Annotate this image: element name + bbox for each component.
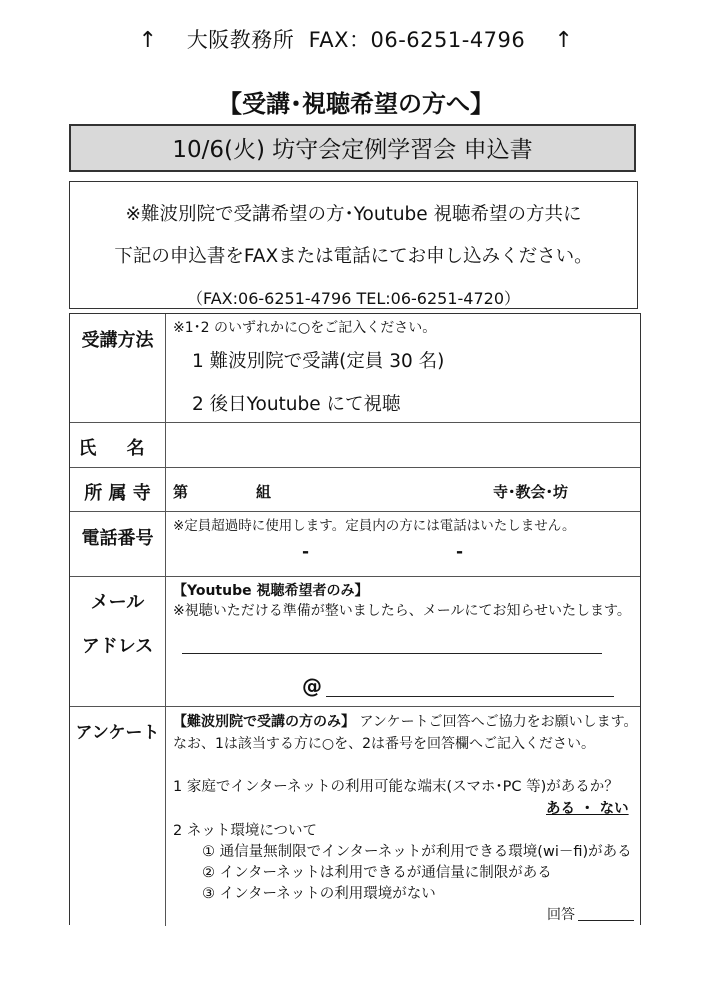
email-user-line <box>182 653 602 654</box>
name-label: 氏 名 <box>78 438 157 459</box>
arrow-up-icon: ↑ <box>554 28 574 53</box>
survey-question-1: 1 家庭でインターネットの利用可能な端末(スマホ･PC 等)があるか？ <box>173 779 619 795</box>
arrow-up-icon: ↑ <box>138 28 158 53</box>
phone-dash-2: - <box>456 542 464 562</box>
method-label: 受講方法 <box>81 330 154 351</box>
method-option-1[interactable]: 1 難波別院で受講(定員 30 名) <box>192 351 445 372</box>
survey-intro-rest: アンケートご回答へご協力をお願いします。 <box>359 714 638 730</box>
survey-intro-bold: 【難波別院で受講の方のみ】 <box>173 714 355 730</box>
temple-label: 所 属 寺 <box>84 483 151 504</box>
survey-intro-2: なお、1は該当する方に○を、2は番号を回答欄へご記入ください。 <box>173 736 596 752</box>
temple-group: 組 <box>256 483 272 501</box>
form-title: 10/6(火) 坊守会定例学習会 申込書 <box>69 124 636 172</box>
fax-number: FAX：06-6251-4796 <box>308 28 526 52</box>
email-domain-field[interactable] <box>326 670 614 696</box>
email-note: ※視聴いただける準備が整いましたら、メールにてお知らせいたします。 <box>173 603 631 619</box>
district-number-field[interactable] <box>206 468 246 510</box>
row-divider <box>70 706 640 707</box>
survey-intro <box>173 711 638 731</box>
survey-option-1: ① 通信量無制限でインターネットが利用できる環境(wi－fi)がある <box>202 844 632 860</box>
notice-line-1: ※難波別院で受講希望の方･Youtube 視聴希望の方共に <box>125 204 582 225</box>
email-domain-line <box>326 696 614 697</box>
survey-q1-answer[interactable]: ある ・ ない <box>546 801 629 817</box>
page-heading: 【受講･視聴希望の方へ】 <box>218 90 494 118</box>
email-note-title: 【Youtube 視聴希望者のみ】 <box>173 583 369 599</box>
fax-header <box>0 24 712 54</box>
email-label-2: アドレス <box>81 636 154 657</box>
at-symbol: @ <box>302 674 322 698</box>
answer-field[interactable] <box>578 902 634 920</box>
method-note: ※1･2 のいずれかに○をご記入ください。 <box>173 320 437 336</box>
notice-box <box>69 181 638 309</box>
phone-label: 電話番号 <box>81 528 154 549</box>
temple-name-field[interactable] <box>280 468 480 510</box>
temple-prefix: 第 <box>173 483 189 501</box>
survey-label: アンケート <box>75 723 160 743</box>
survey-option-2: ② インターネットは利用できるが通信量に制限がある <box>202 865 552 881</box>
name-field[interactable] <box>166 423 640 467</box>
phone-dash-1: - <box>302 542 310 562</box>
survey-question-2: 2 ネット環境について <box>173 823 318 839</box>
method-option-2[interactable]: 2 後日Youtube にて視聴 <box>192 394 401 415</box>
answer-line <box>578 920 634 921</box>
answer-label: 回答 <box>547 907 575 923</box>
phone-field[interactable] <box>180 536 620 572</box>
row-divider <box>70 511 640 512</box>
temple-suffix: 寺･教会･坊 <box>493 483 569 501</box>
phone-note: ※定員超過時に使用します。定員内の方には電話はいたしません。 <box>173 518 576 534</box>
fax-office: 大阪教務所 <box>186 28 295 52</box>
row-divider <box>70 576 640 577</box>
survey-option-3: ③ インターネットの利用環境がない <box>202 886 436 902</box>
column-divider <box>165 314 166 926</box>
email-label-1: メール <box>90 592 145 613</box>
notice-line-2: 下記の申込書をFAXまたは電話にてお申し込みください。 <box>114 246 593 267</box>
notice-contact: （FAX:06-6251-4796 TEL:06-6251-4720） <box>187 289 520 308</box>
application-form <box>69 313 641 925</box>
email-user-field[interactable] <box>182 624 602 652</box>
